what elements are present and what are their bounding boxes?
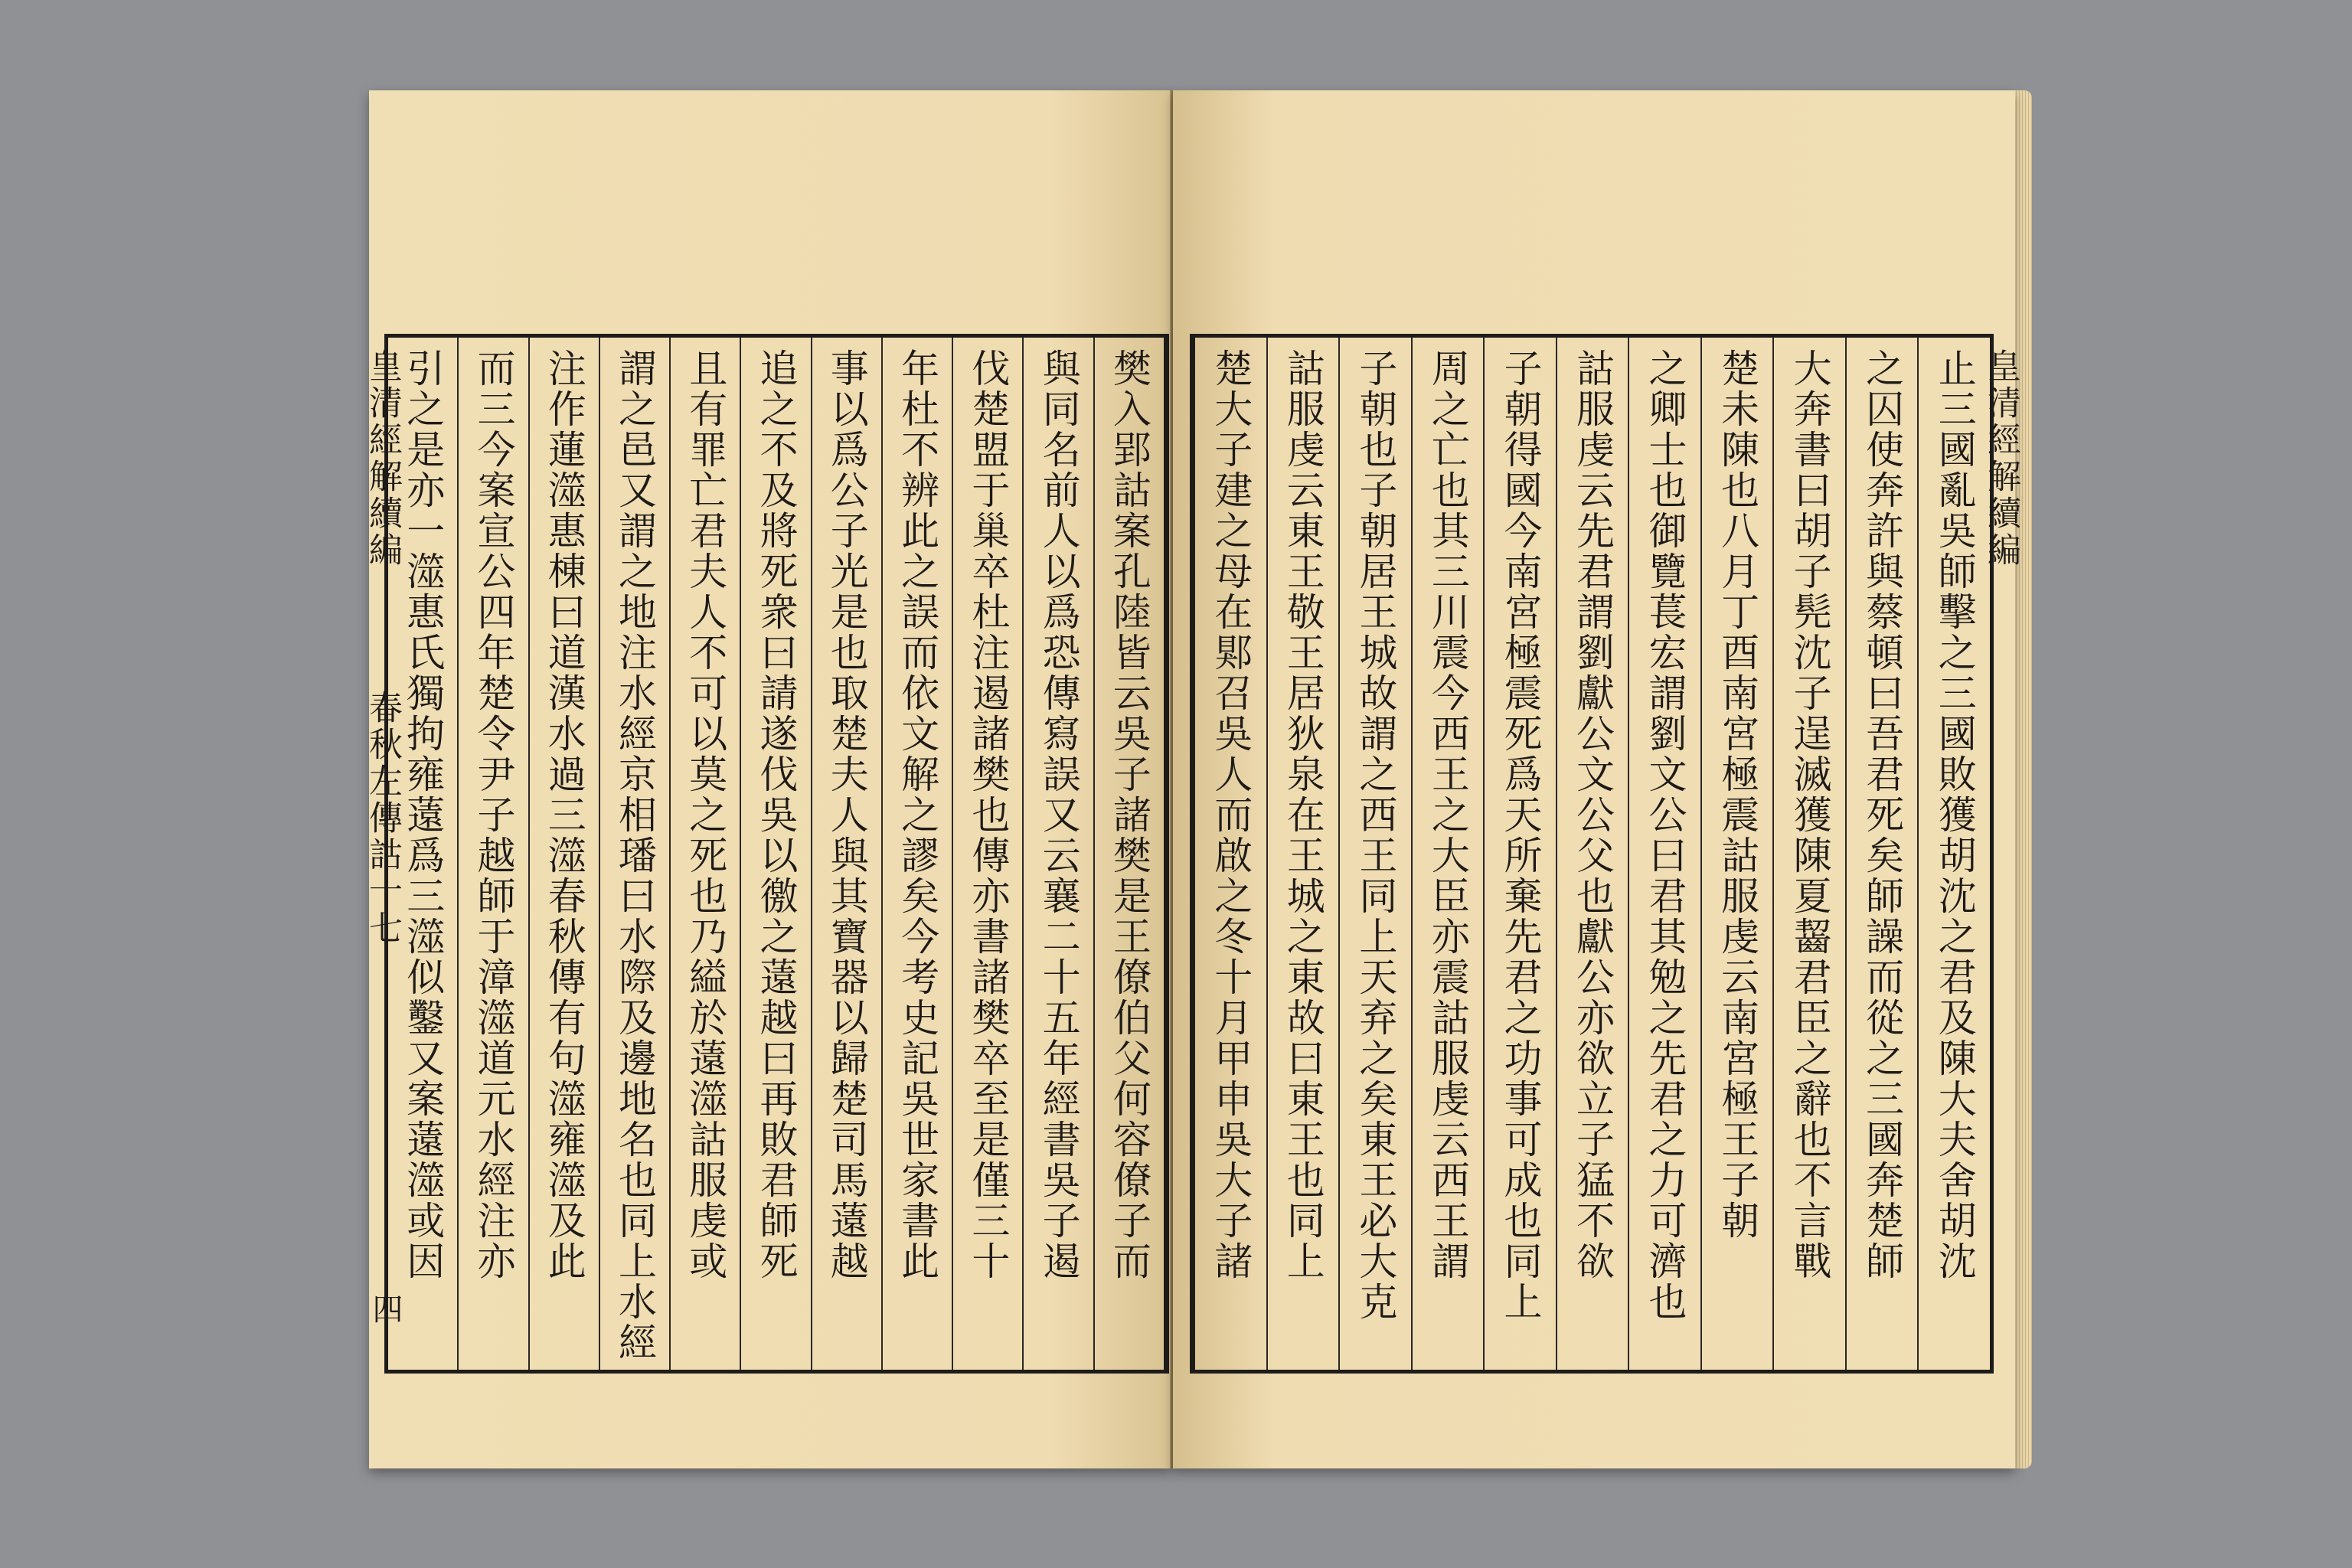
text-column: 伐楚盟于巢卒杜注遏諸樊也傳亦書諸樊卒至是僅三十 bbox=[952, 338, 1022, 1370]
left-text-frame bbox=[363, 334, 1169, 1374]
text-column: 楚未陳也八月丁酉南宮極震詁服虔云南宮極王子朝 bbox=[1700, 338, 1773, 1370]
right-page bbox=[1173, 90, 2020, 1468]
text-column: 子朝也子朝居王城故謂之西王同上天弃之矣東王必大克 bbox=[1338, 338, 1411, 1370]
right-columns bbox=[1195, 338, 1990, 1370]
left-margin-title: 皇清經解續編 bbox=[363, 348, 402, 569]
text-column: 詁服虔云先君謂劉獻公文公父也獻公亦欲立子猛不欲 bbox=[1556, 338, 1628, 1370]
text-column: 周之亡也其三川震今西王之大臣亦震詁服虔云西王謂 bbox=[1411, 338, 1484, 1370]
text-column: 追之不及將死衆曰請遂伐吳以徼之薳越曰再敗君師死 bbox=[740, 338, 810, 1370]
text-column: 子朝得國今南宮極震死爲天所棄先君之功事可成也同上 bbox=[1483, 338, 1556, 1370]
right-margin-title: 皇清經解續編 bbox=[1981, 348, 2020, 569]
text-column: 注作蓮澨惠棟曰道漢水過三澨春秋傳有句澨雍澨及此 bbox=[528, 338, 599, 1370]
text-column: 而三今案宣公四年楚令尹子越師于漳澨道元水經注亦 bbox=[457, 338, 528, 1370]
left-page bbox=[363, 90, 1171, 1468]
text-column: 且有罪亡君夫人不可以莫之死也乃縊於薳澨詁服虔或 bbox=[669, 338, 740, 1370]
text-column: 引之是亦一澨惠氏獨拘雍薳爲三澨似鑿又案薳澨或因 bbox=[400, 348, 446, 1282]
text-column: 大奔書曰胡子髡沈子逞滅獲陳夏齧君臣之辭也不言戰 bbox=[1772, 338, 1845, 1370]
text-column: 止三國亂吳師擊之三國敗獲胡沈之君及陳大夫舍胡沈 bbox=[1917, 338, 1990, 1370]
open-book bbox=[363, 90, 2030, 1468]
right-text-frame bbox=[1190, 334, 2020, 1374]
text-column: 之囚使奔許與蔡頓曰吾君死矣師譟而從之三國奔楚師 bbox=[1845, 338, 1918, 1370]
text-column: 事以爲公子光是也取楚夫人與其寶器以歸楚司馬薳越 bbox=[811, 338, 881, 1370]
text-column: 楚大子建之母在郹召吳人而啟之冬十月甲申吳大子諸 bbox=[1208, 348, 1253, 1282]
left-margin-section: 春秋左傳詁十七 bbox=[363, 690, 402, 947]
text-column: 謂之邑又謂之地注水經京相璠曰水際及邊地名也同上水經 bbox=[599, 338, 669, 1370]
text-column: 樊入郢詁案孔陸皆云吳子諸樊是王僚伯父何容僚子而 bbox=[1093, 338, 1164, 1370]
text-column: 之卿士也御覽萇宏謂劉文公曰君其勉之先君之力可濟也 bbox=[1628, 338, 1700, 1370]
left-folio: 四 bbox=[368, 1293, 403, 1324]
text-column: 詁服虔云東王敬王居狄泉在王城之東故曰東王也同上 bbox=[1266, 338, 1339, 1370]
left-columns bbox=[388, 338, 1164, 1370]
text-column: 年杜不辨此之誤而依文解之謬矣今考史記吳世家書此 bbox=[881, 338, 952, 1370]
text-column: 與同名前人以爲恐傳寫誤又云襄二十五年經書吳子遏 bbox=[1022, 338, 1093, 1370]
